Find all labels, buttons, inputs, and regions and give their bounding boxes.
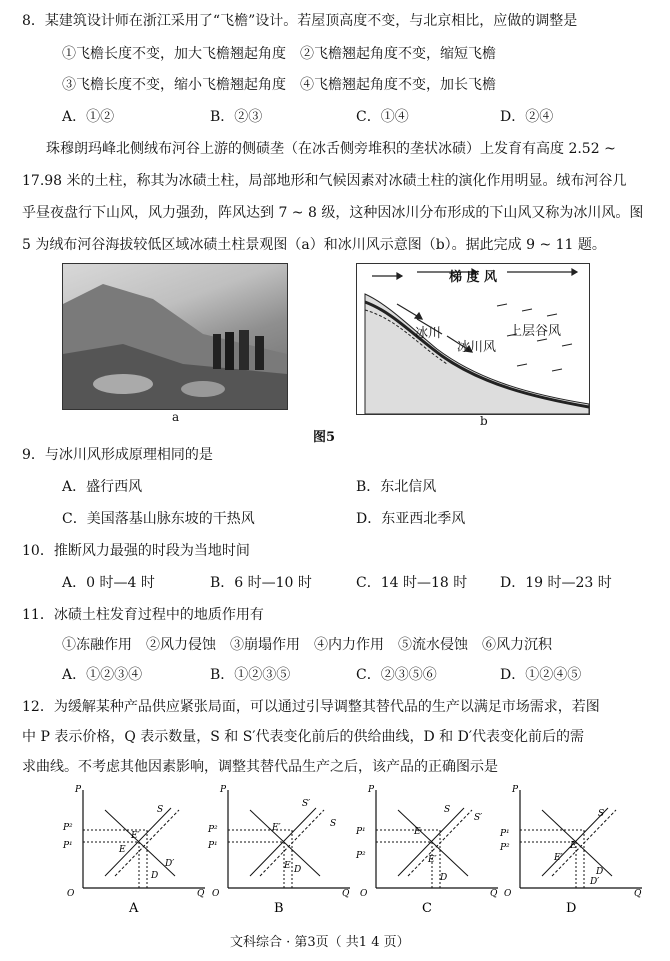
upper-valley-wind-label: 上层谷风 bbox=[509, 324, 562, 339]
graph-label: P bbox=[368, 785, 375, 795]
supply-curve bbox=[105, 808, 171, 876]
q9-choice-b: B．东北信风 bbox=[356, 479, 437, 495]
demand-curve bbox=[398, 810, 468, 876]
figure5a-photo bbox=[62, 263, 288, 410]
graph-label: Q bbox=[342, 889, 350, 899]
q12-graphs bbox=[0, 780, 670, 920]
graph-label: Q bbox=[197, 889, 205, 899]
q8-choice-c: C．①④ bbox=[356, 109, 409, 125]
q8-choice-d: D．②④ bbox=[500, 109, 554, 125]
q8-options-row2: ③飞檐长度不变，缩小飞檐翘起角度 ④飞檐翘起角度不变，加长飞檐 bbox=[62, 77, 496, 93]
figure5b-diagram bbox=[356, 263, 590, 415]
graph-caption: C bbox=[422, 901, 432, 916]
graph-caption: B bbox=[274, 901, 284, 916]
graph-label: E bbox=[284, 861, 291, 871]
supply-demand-graph-d bbox=[499, 785, 642, 916]
graph-label: E′ bbox=[131, 831, 140, 841]
figure5-title: 图5 bbox=[313, 430, 336, 445]
graph-caption: A bbox=[129, 901, 139, 916]
graph-label: D bbox=[440, 873, 448, 883]
graph-label: S′ bbox=[474, 813, 483, 823]
graph-label: P² bbox=[63, 823, 73, 833]
graph-label: E′ bbox=[428, 855, 437, 865]
q11-choice-a: A．①②③④ bbox=[62, 667, 143, 683]
passage-line-3: 乎昼夜盘行下山风，风力强劲，阵风达到 7 ~ 8 级，这种因冰川分布形成的下山风又称为冰川风。图 bbox=[22, 205, 644, 221]
q10-choice-b: B．6 时—10 时 bbox=[210, 575, 312, 591]
q12-stem-line-1: 12．为缓解某种产品供应紧张局面，可以通过引导调整其替代品的生产以满足市场需求，若图 bbox=[22, 699, 600, 715]
supply-demand-graph-c bbox=[355, 785, 498, 916]
graph-label: E bbox=[414, 827, 421, 837]
glacier-wind-label: 冰川风 bbox=[457, 340, 497, 355]
graph-label: O bbox=[67, 889, 75, 899]
graph-label: E bbox=[570, 841, 577, 851]
graph-label: Q bbox=[490, 889, 498, 899]
q10-choice-a: A．0 时—4 时 bbox=[62, 575, 155, 591]
supply-curve bbox=[398, 808, 464, 876]
q8-options-row1: ①飞檐长度不变，加大飞檐翘起角度 ②飞檐翘起角度不变，缩短飞檐 bbox=[62, 46, 496, 62]
graph-label: D′ bbox=[590, 877, 600, 887]
graph-label: P bbox=[220, 785, 227, 795]
q12-stem-line-3: 求曲线。不考虑其他因素影响，调整其替代品生产之后，该产品的正确图示是 bbox=[22, 759, 498, 775]
q9-choice-d: D．东亚西北季风 bbox=[356, 511, 466, 527]
graph-label: S bbox=[157, 805, 164, 815]
q9-choice-a: A．盛行西风 bbox=[62, 479, 143, 495]
passage-line-2: 17.98 米的土柱，称其为冰碛土柱，局部地形和气候因素对冰碛土柱的演化作用明显。绒布河谷几 bbox=[22, 173, 627, 189]
supply-demand-graph-a bbox=[62, 785, 205, 916]
q10-stem: 10．推断风力最强的时段为当地时间 bbox=[22, 543, 250, 559]
graph-label: E′ bbox=[554, 853, 563, 863]
graph-label: D′ bbox=[165, 859, 175, 869]
q11-choice-b: B．①②③⑤ bbox=[210, 667, 291, 683]
figure5a-label: a bbox=[172, 410, 180, 424]
graph-label: P bbox=[512, 785, 519, 795]
graph-label: O bbox=[504, 889, 512, 899]
q10-choice-d: D．19 时—23 时 bbox=[500, 575, 612, 591]
q8-choice-a: A．①② bbox=[62, 109, 115, 125]
q10-choice-c: C．14 时—18 时 bbox=[356, 575, 468, 591]
graph-label: Q bbox=[634, 889, 642, 899]
graph-label: S bbox=[598, 809, 605, 819]
supply-demand-graph-b bbox=[207, 785, 350, 916]
graph-label: S′ bbox=[302, 799, 311, 809]
graph-label: P¹ bbox=[208, 841, 218, 851]
q11-stem: 11．冰碛土柱发育过程中的地质作用有 bbox=[22, 607, 264, 623]
figure5b-label: b bbox=[480, 414, 488, 428]
graph-label: S bbox=[444, 805, 451, 815]
page-footer: 文科综合 · 第3页（ 共1 4 页） bbox=[230, 935, 410, 950]
graph-label: D bbox=[151, 871, 159, 881]
supply-curve bbox=[250, 808, 316, 876]
graph-label: D bbox=[294, 865, 302, 875]
q11-choice-c: C．②③⑤⑥ bbox=[356, 667, 437, 683]
graph-label: P² bbox=[500, 843, 510, 853]
graph-caption: D bbox=[566, 901, 577, 916]
gradient-wind-label: 梯 度 风 bbox=[449, 270, 498, 285]
glacier-label: 冰川 bbox=[415, 326, 442, 341]
q8-stem: 8．某建筑设计师在浙江采用了“飞檐”设计。若屋顶高度不变，与北京相比，应做的调整是 bbox=[22, 13, 578, 29]
graph-label: P¹ bbox=[500, 829, 510, 839]
graph-label: O bbox=[212, 889, 220, 899]
q9-choice-c: C．美国落基山脉东坡的干热风 bbox=[62, 511, 255, 527]
figure5a-landscape bbox=[63, 264, 287, 409]
graph-label: D bbox=[596, 867, 604, 877]
q12-stem-line-2: 中 P 表示价格，Q 表示数量，S 和 S′代表变化前后的供给曲线，D 和 D′代表变化前后的需 bbox=[22, 729, 585, 745]
graph-label: P¹ bbox=[63, 841, 73, 851]
graph-label: E bbox=[119, 845, 126, 855]
q8-choice-b: B．②③ bbox=[210, 109, 263, 125]
graph-label: O bbox=[360, 889, 368, 899]
passage-line-4: 5 为绒布河谷海拔较低区域冰碛土柱景观图（a）和冰川风示意图（b）。据此完成 9 ~ 11 题。 bbox=[22, 237, 606, 253]
q11-items: ①冻融作用 ②风力侵蚀 ③崩塌作用 ④内力作用 ⑤流水侵蚀 ⑥风力沉积 bbox=[62, 637, 552, 653]
graph-label: P bbox=[75, 785, 82, 795]
graph-label: S bbox=[330, 819, 337, 829]
q11-choice-d: D．①②④⑤ bbox=[500, 667, 582, 683]
graph-label: P² bbox=[356, 851, 366, 861]
graph-label: E′ bbox=[272, 823, 281, 833]
passage-line-1: 珠穆朗玛峰北侧绒布河谷上游的侧碛垄（在冰舌侧旁堆积的垄状冰碛）上发育有高度 2.52 ~ bbox=[46, 141, 616, 157]
graph-label: P² bbox=[208, 825, 218, 835]
q9-stem: 9．与冰川风形成原理相同的是 bbox=[22, 447, 213, 463]
graph-label: P¹ bbox=[356, 827, 366, 837]
